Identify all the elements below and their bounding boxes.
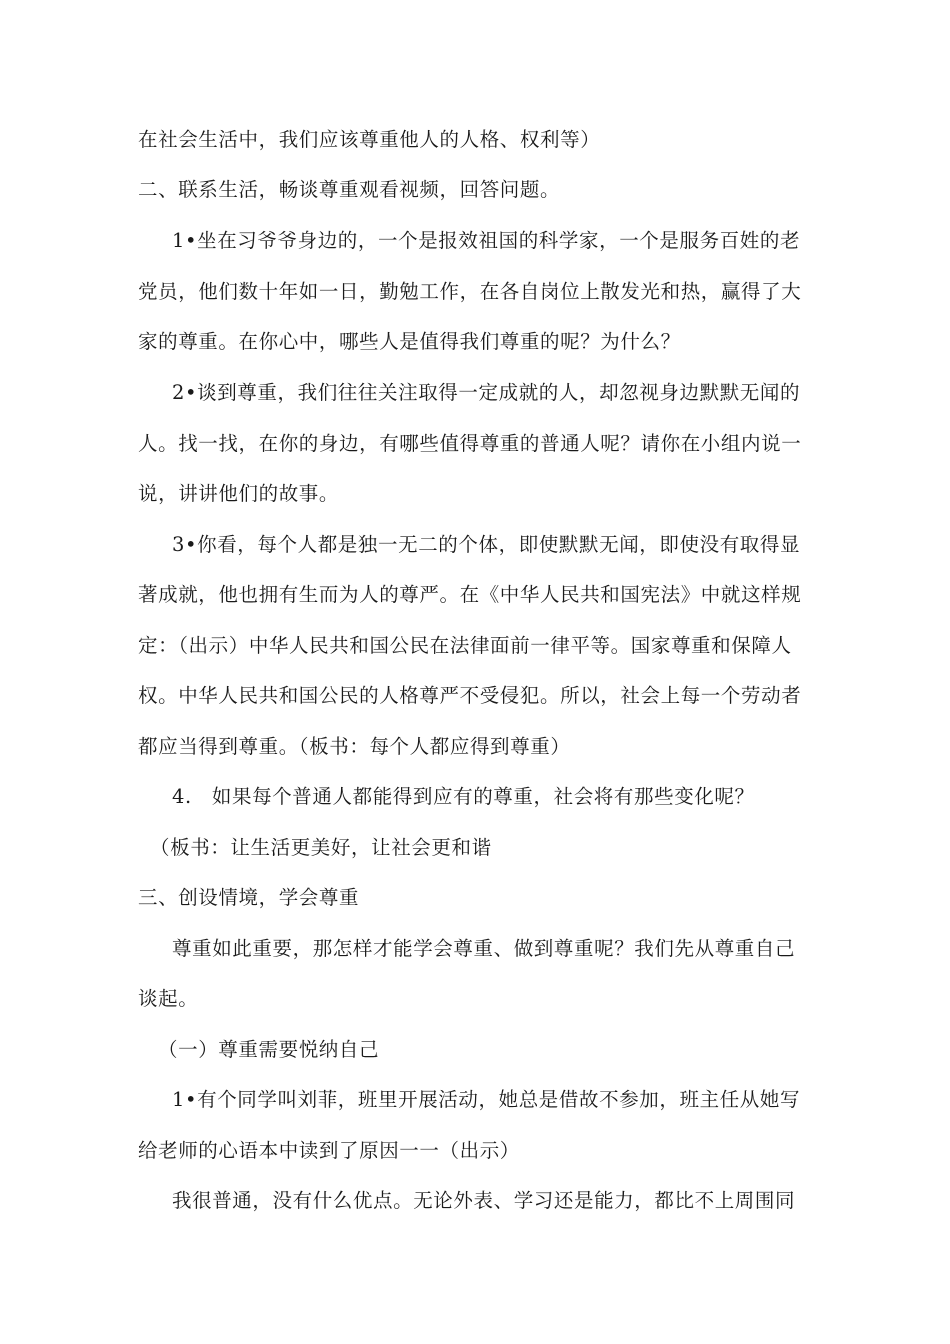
text-line: 著成就，他也拥有生而为人的尊严。在《中华人民共和国宪法》中就这样规 [138, 583, 802, 606]
text-line: 我很普通，没有什么优点。无论外表、学习还是能力，都比不上周围同 [172, 1189, 796, 1212]
text-line: 家的尊重。在你心中，哪些人是值得我们尊重的呢？为什么？ [138, 330, 681, 353]
text-line: 1•坐在习爷爷身边的，一个是报效祖国的科学家，一个是服务百姓的老 [172, 229, 801, 252]
text-line: 人。找一找，在你的身边，有哪些值得尊重的普通人呢？请你在小组内说一 [138, 432, 802, 455]
text-line: 权。中华人民共和国公民的人格尊严不受侵犯。所以，社会上每一个劳动者 [138, 684, 802, 707]
text-line: （板书：让生活更美好，让社会更和谐 [150, 836, 492, 859]
text-line: 谈起。 [138, 987, 199, 1010]
text-line: 尊重如此重要，那怎样才能学会尊重、做到尊重呢？我们先从尊重自己 [172, 937, 796, 960]
subsection-heading: （一）尊重需要悦纳自己 [158, 1038, 380, 1061]
section-heading: 三、创设情境，学会尊重 [138, 886, 360, 909]
text-line: 给老师的心语本中读到了原因一一（出示） [138, 1139, 520, 1162]
text-line: 都应当得到尊重。（板书：每个人都应得到尊重） [138, 735, 571, 758]
section-heading: 二、联系生活，畅谈尊重观看视频，回答问题。 [138, 178, 561, 201]
text-line: 党员，他们数十年如一日，勤勉工作，在各自岗位上散发光和热，赢得了大 [138, 280, 802, 303]
text-line: 2•谈到尊重，我们往往关注取得一定成就的人，却忽视身边默默无闻的 [172, 381, 801, 404]
text-line: 1•有个同学叫刘菲，班里开展活动，她总是借故不参加，班主任从她写 [172, 1088, 801, 1111]
text-line: 4. 如果每个普通人都能得到应有的尊重，社会将有那些变化呢？ [172, 785, 755, 808]
text-line: 说，讲讲他们的故事。 [138, 482, 340, 505]
text-line: 3•你看，每个人都是独一无二的个体，即使默默无闻，即使没有取得显 [172, 533, 801, 556]
text-line: 在社会生活中，我们应该尊重他人的人格、权利等） [138, 128, 601, 151]
text-line: 定：（出示）中华人民共和国公民在法律面前一律平等。国家尊重和保障人 [138, 634, 792, 657]
